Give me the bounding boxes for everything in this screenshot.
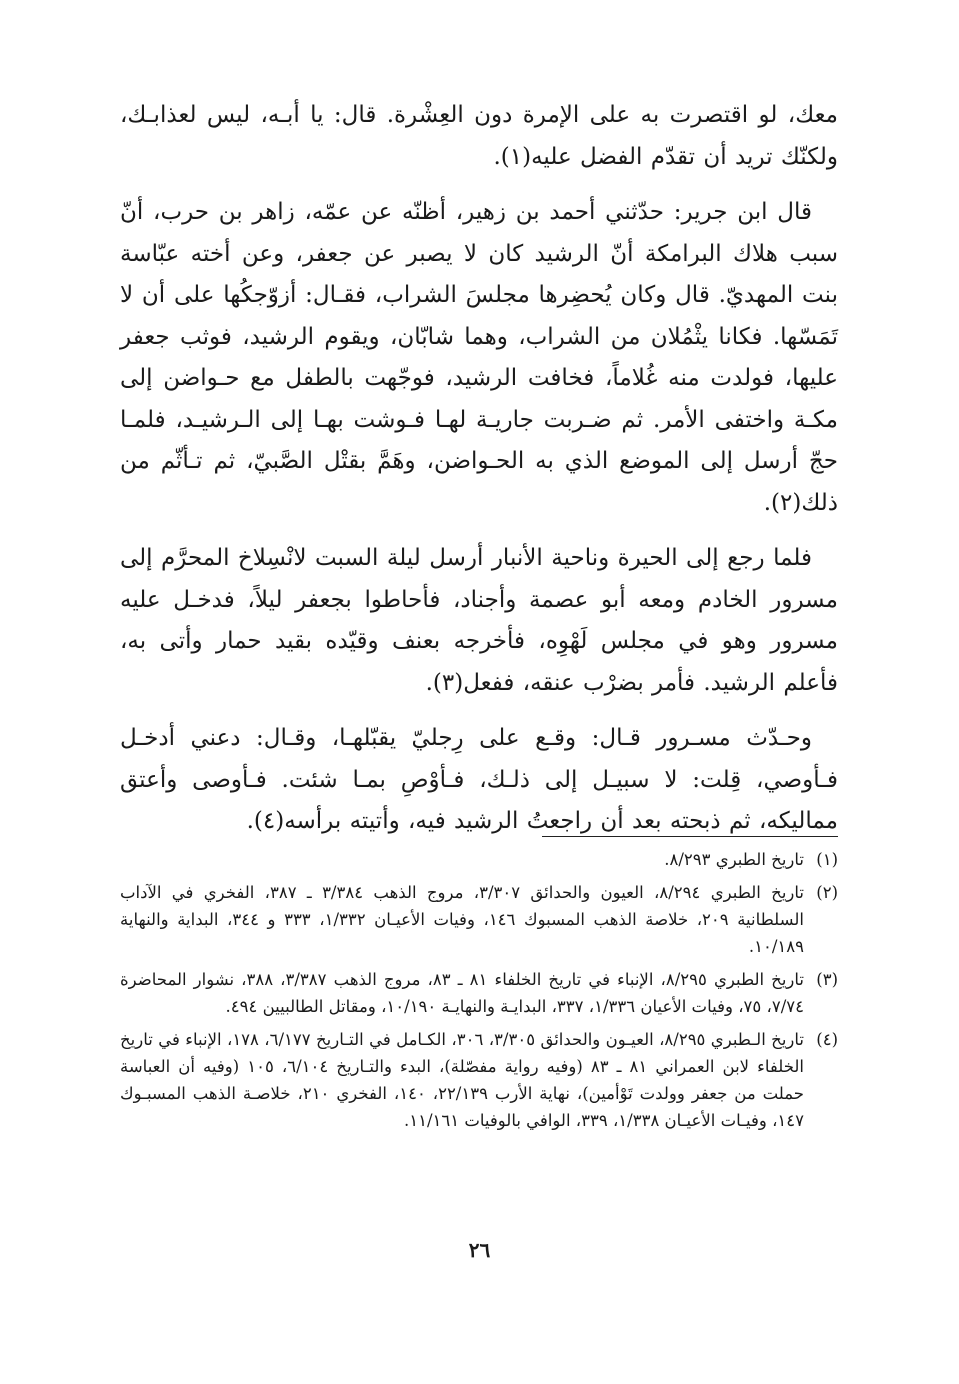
footnote-separator — [542, 836, 838, 837]
footnotes — [120, 846, 838, 1140]
footnote-text: تاريخ الطبري ٨/٢٩٣. — [664, 850, 804, 869]
main-text — [120, 95, 838, 843]
footnote — [120, 966, 838, 1020]
paragraph: وحـدّث مسـرور قـال: وقـع على رِجليّ يقبّلهـا، وقـال: دعني أدخـل فـأوصي، قِلت: لا سبيـل إلى ذلـك، فـأوْصِ بمـا شئت. فـأوصى وأعتق مماليكه، ثم ذبحته بعد أن راجعتُ الرشيد فيه، وأتيته برأسه(٤). — [120, 725, 838, 834]
footnote-number: (١) — [816, 850, 838, 869]
footnote-number: (٤) — [816, 1030, 838, 1049]
footnote-text: تاريخ الطبري ٨/٢٩٥، الإنباء في تاريخ الخلفاء ٨١ ـ ٨٣، مروج الذهب ٣/٣٨٧، ٣٨٨، نشوار المحاضرة ٧/٧٤، ٧٥، وفيات الأعيان ١/٣٣٦، ٣٣٧، البدايـة والنهايـة ١٠/١٩٠، ومقاتل الطالبيين ٤٩٤. — [120, 970, 805, 1016]
footnote-text: تاريخ الطبري ٨/٢٩٤، العيون والحدائق ٣/٣٠٧، مروج الذهب ٣/٣٨٤ ـ ٣٨٧، الفخري في الآداب السلطانية ٢٠٩، خلاصة الذهب المسبوك ١٤٦، وفيات الأعيـان ١/٣٣٢، ٣٣٣ و ٣٤٤، البداية والنهاية ١٠/١٨٩. — [120, 883, 805, 956]
footnote — [120, 846, 838, 873]
paragraph: قال ابن جرير: حدّثني أحمد بن زهير، أظنّه عن عمّه، زاهر بن حرب، أنّ سبب هلاك البرامكة أنّ الرشيد كان لا يصبر عن جعفر، وعن أخته عبّاسة بنت المهديّ. قال وكان يُحضِرها مجلسَ الشراب، فقـال: أزوّجكُها على أن لا تَمَسّها. فكانا يثْمُلان من الشراب، وهما شابّان، ويقوم الرشيد، فوثب جعفر عليها، فولدت منه غُلاماً، فخافت الرشيد، فوجّهت بالطفل مع حـواضن إلى مكـة واختفى الأمر. ثم ضـربت جاريـة لهـا فـوشت بهـا إلى الـرشيـد، فلمـا حجّ أرسل إلى الموضع الذي به الحـواضن، وهَمَّ بقتْل الصَّبيّ، ثم تـأثّم من ذلك(٢). — [120, 199, 838, 516]
footnote-text: تاريخ الـطبري ٨/٢٩٥، العيـون والحدائق ٣/٣٠٥، ٣٠٦، الكـامل في التـاريخ ٦/١٧٧، ١٧٨، الإنباء في تاريخ الخلفاء لابن العمراني ٨١ ـ ٨٣ (وفيه رواية مفصّلة)، البدء والتـاريخ ٦/١٠٤، ١٠٥ (وفيه أن العباسة حملت من جعفر وولدت تَوْأمين)، نهاية الأرب ٢٢/١٣٩، ١٤٠، الفخري ٢١٠، خلاصـة الذهب المسبـوك ١٤٧، وفيـات الأعيـان ١/٣٣٨، ٣٣٩، الوافي بالوفيات ١١/١٦١. — [120, 1030, 804, 1130]
page-number: ٢٦ — [468, 1238, 491, 1262]
footnote-number: (٣) — [816, 970, 838, 989]
footnote — [120, 879, 838, 960]
footnote — [120, 1026, 838, 1134]
footnote-number: (٢) — [816, 883, 838, 902]
paragraph: فلما رجع إلى الحيرة وناحية الأنبار أرسل ليلة السبت لانْسِلاخ المحرَّم إلى مسرور الخادم ومعه أبو عصمة وأجناد، فأحاطوا بجعفر ليلاً، فدخـل عليه مسرور وهو في مجلس لَهْوِه، فأخرجه بعنف وقيّده بقيد حمار وأتى به، فأعلم الرشيد. فأمر بضرْب عنقه، ففعل(٣). — [120, 545, 838, 696]
paragraph: معك، لو اقتصرت به على الإمرة دون العِشْرة. قال: يا أبـه، ليس لعذابـك، ولكنّك تريد أن تقدّم الفضل عليه(١). — [120, 102, 838, 170]
